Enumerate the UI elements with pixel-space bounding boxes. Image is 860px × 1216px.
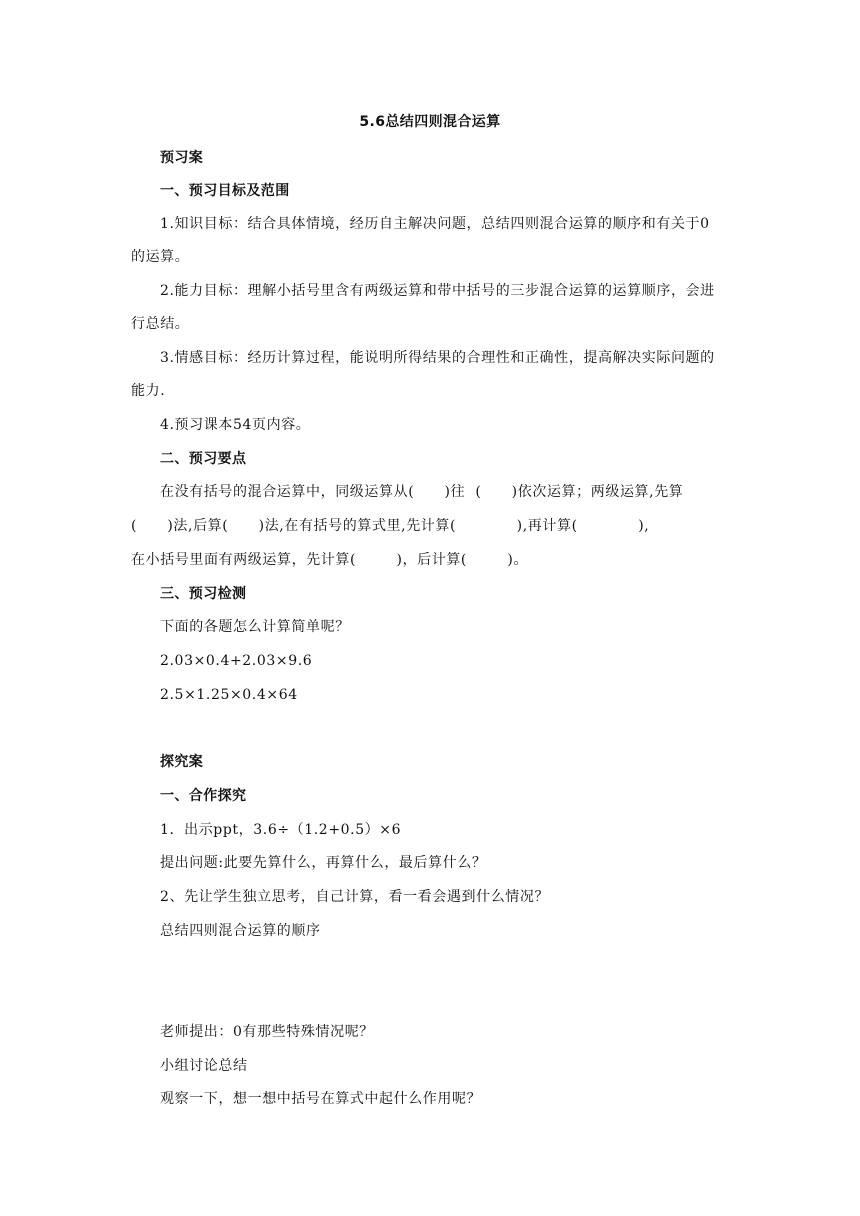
observe-question: 观察一下，想一想中括号在算式中起什么作用呢？: [160, 1091, 482, 1107]
key-points-line2: ( )法,后算( )法,在有括号的算式里,先计算( ),再计算( ),: [131, 518, 650, 534]
inquiry-question1: 提出问题:此要先算什么，再算什么，最后算什么？: [160, 855, 487, 871]
goal-knowledge-line1: 1.知识目标：结合具体情境，经历自主解决问题，总结四则混合运算的顺序和有关于0: [160, 216, 710, 232]
inquiry-step1: 1．出示ppt，3.6÷（1.2+0.5）×6: [160, 822, 402, 838]
inquiry-summary: 总结四则混合运算的顺序: [160, 923, 321, 939]
key-points-line1: 在没有括号的混合运算中，同级运算从( )往 ( )依次运算；两级运算,先算: [160, 484, 684, 500]
key-points-line3: 在小括号里面有两级运算，先计算( )，后计算( )。: [131, 552, 529, 568]
inquiry-heading: 探究案: [160, 754, 204, 770]
check-expression-2: 2.5×1.25×0.4×64: [160, 687, 298, 703]
goal-knowledge-line2: 的运算。: [131, 249, 190, 265]
teacher-question: 老师提出：0有那些特殊情况呢？: [160, 1024, 374, 1040]
goal-ability-line1: 2.能力目标：理解小括号里含有两级运算和带中括号的三步混合运算的运算顺序，会进: [160, 283, 715, 299]
preview-heading: 预习案: [160, 150, 204, 166]
check-prompt: 下面的各题怎么计算简单呢？: [160, 619, 350, 635]
document-title: 5.6总结四则混合运算: [359, 114, 501, 130]
section1-heading: 一、预习目标及范围: [160, 183, 290, 199]
check-expression-1: 2.03×0.4+2.03×9.6: [160, 653, 313, 669]
goal-ability-line2: 行总结。: [131, 316, 190, 332]
section2-heading: 二、预习要点: [160, 451, 247, 467]
goal-emotion-line2: 能力.: [131, 383, 166, 399]
inquiry-step2: 2、先让学生独立思考，自己计算，看一看会遇到什么情况？: [160, 889, 550, 905]
section3-heading: 三、预习检测: [160, 586, 247, 602]
cooperation-heading: 一、合作探究: [160, 788, 247, 804]
group-discussion: 小组讨论总结: [160, 1058, 248, 1074]
goal-emotion-line1: 3.情感目标：经历计算过程，能说明所得结果的合理性和正确性，提高解决实际问题的: [160, 350, 715, 366]
preview-scope: 4.预习课本54页内容。: [160, 417, 311, 433]
